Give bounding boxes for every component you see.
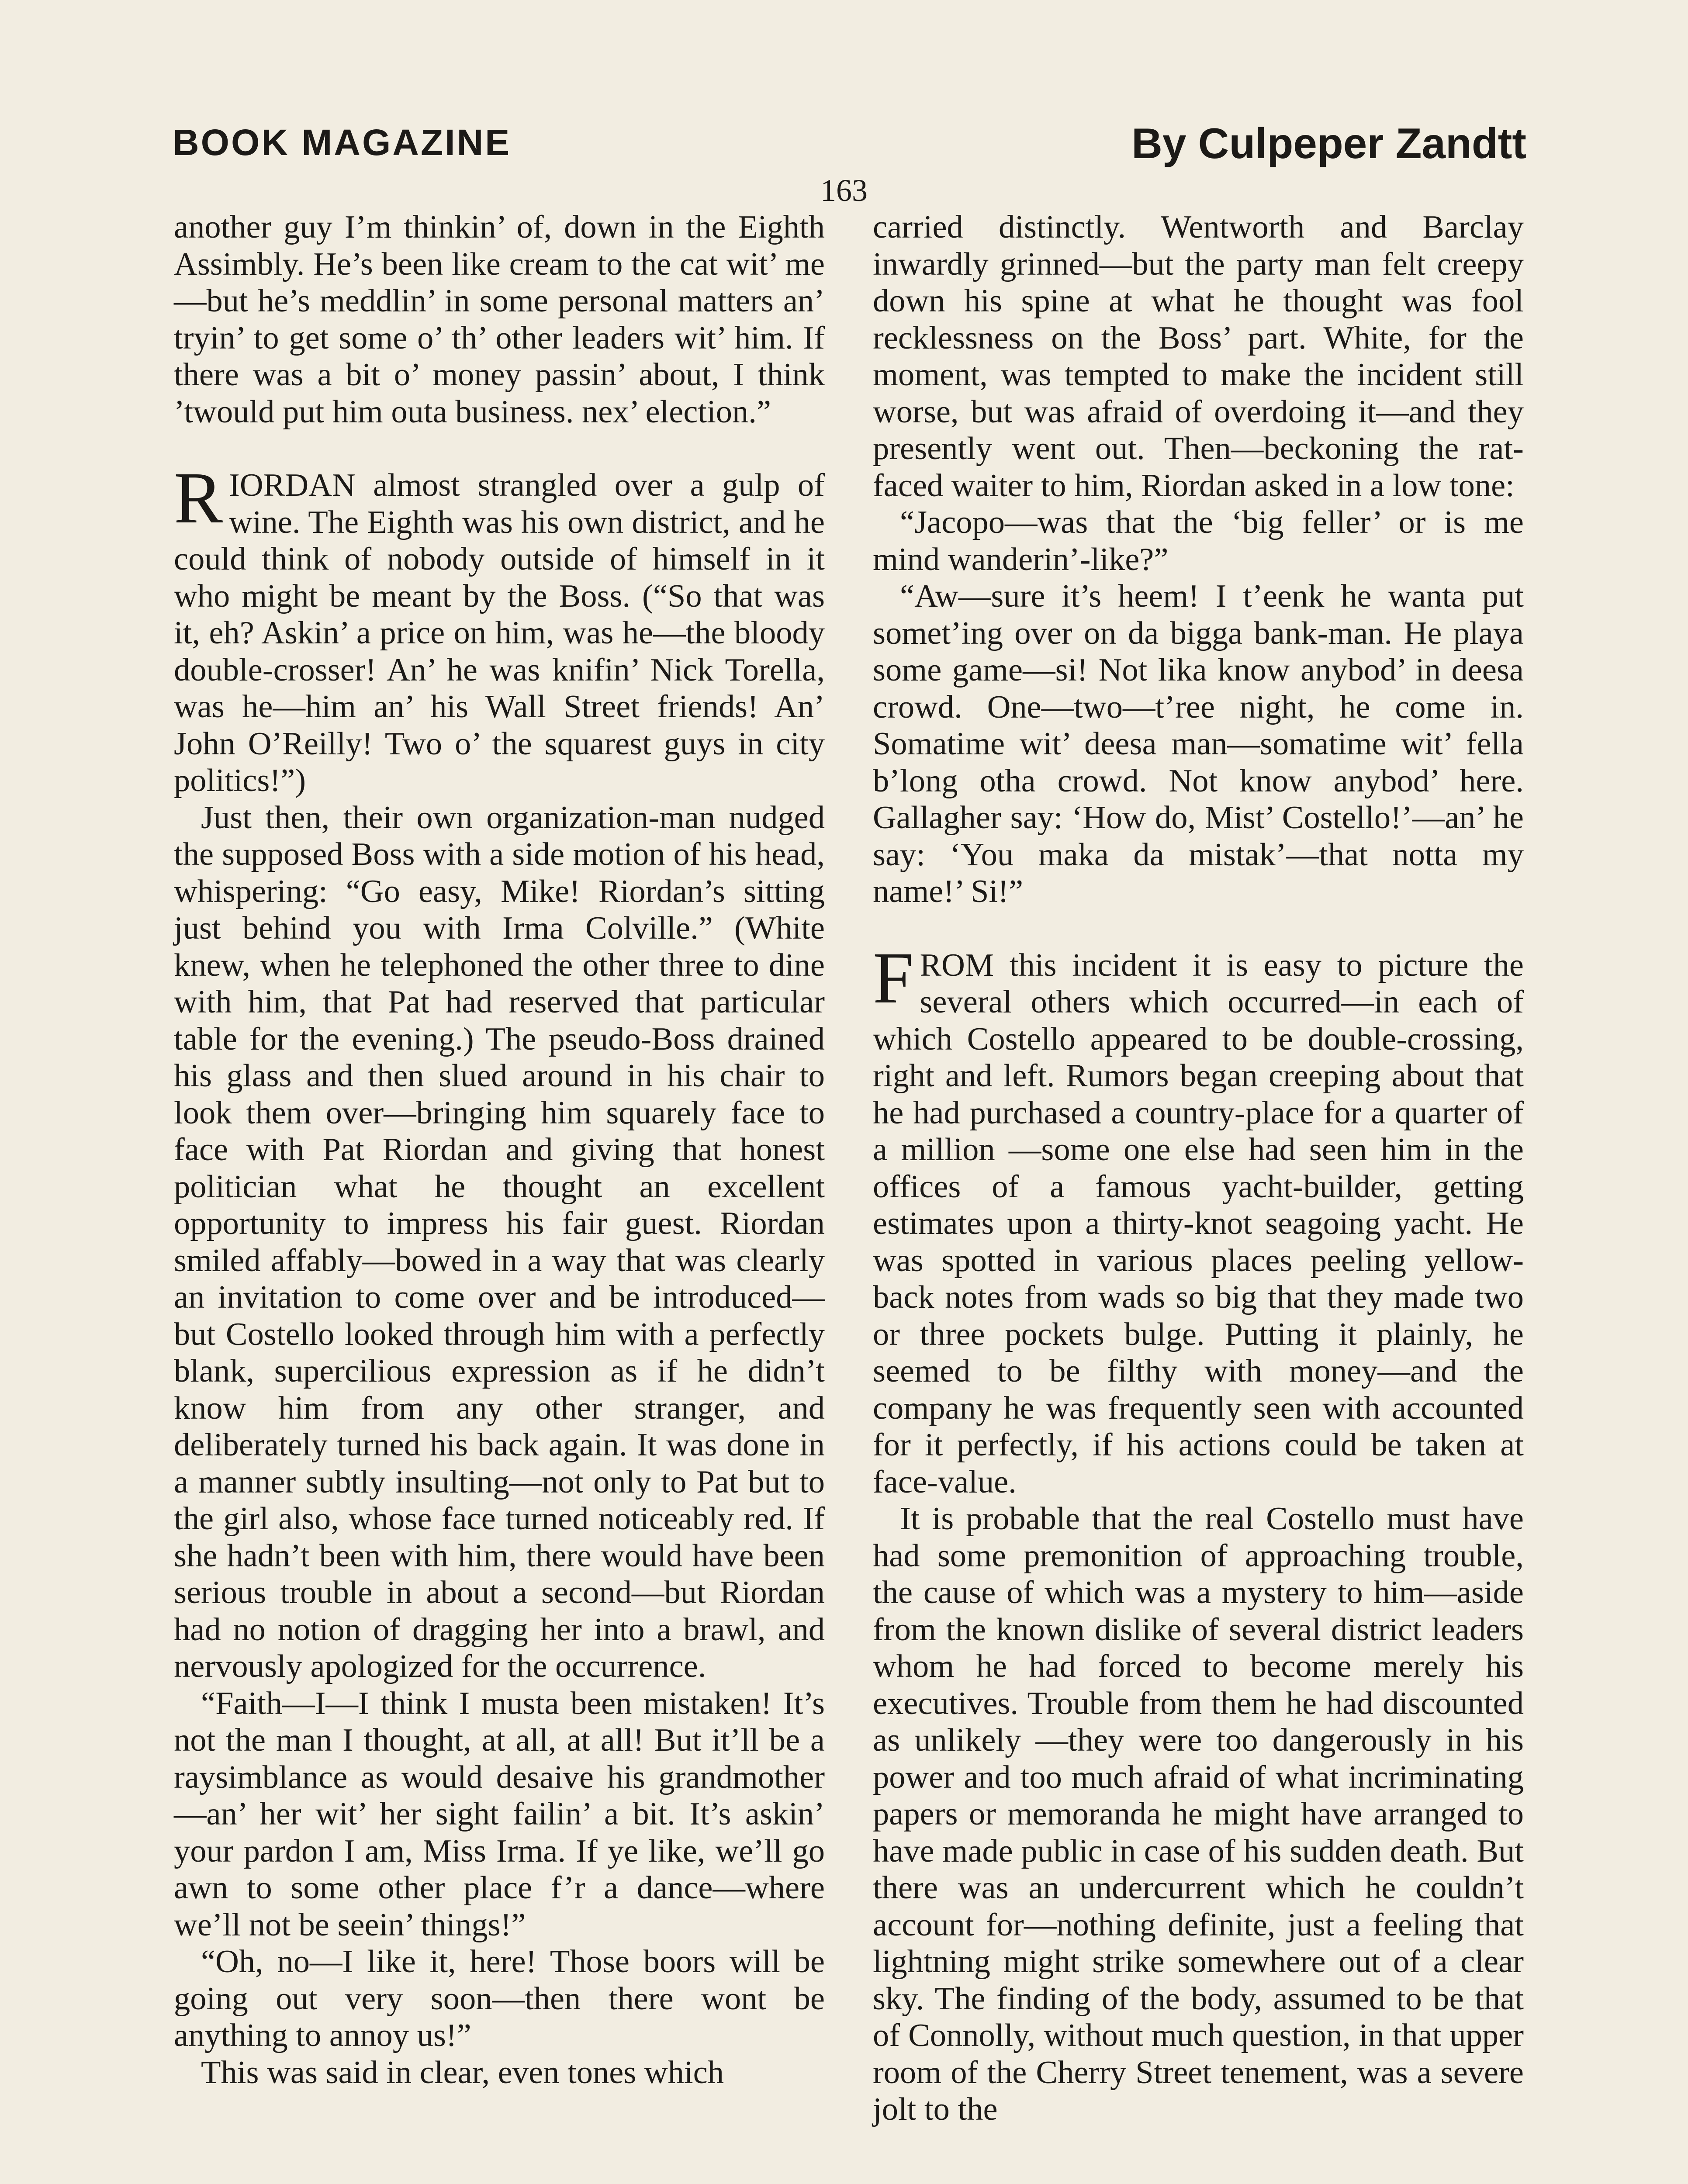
paragraph: “Oh, no—I like it, here! Those boors will be going out very soon—then there wont be anything to annoy us!” (174, 1944, 825, 2053)
drop-cap: F (873, 937, 914, 1019)
paragraph: “Aw—sure it’s heem! I t’eenk he wanta put somet’ing over on da bigga bank-man. He playa some game—si! Not lika know anybod’ in deesa crowd. One—two—t’ree night, he come in. Somatime wit’ deesa man—somatime wit’ fella b’long otha crowd. Not know anybod’ here. Gallagher say: ‘How do, Mist’ Costello!’—an’ he say: ‘You maka da mistak’—that notta my name!’ Si!” (873, 578, 1524, 909)
paragraph: “Faith—I—I think I musta been mistaken! It’s not the man I thought, at all, at all! But it’ll be a raysimblance as would desaive his grandmother—an’ her wit’ her sight failin’ a bit. It’s askin’ your pardon I am, Miss Irma. If ye like, we’ll go awn to some other place f’r a dance—where we’ll not be seein’ things!” (174, 1685, 825, 1943)
paragraph: “Jacopo—was that the ‘big feller’ or is me mind wanderin’-like?” (873, 505, 1524, 577)
right-column (873, 209, 1524, 2128)
paragraph-text: IORDAN almost strangled over a gulp of wine. The Eighth was his own district, and he could think of nobody outside of himself in it who might be meant by the Boss. (“So that was it, eh? Askin’ a price on him, was he—the bloody double-crosser! An’ he was knifin’ Nick Torella, was he—him an’ his Wall Street friends! An’ John O’Reilly! Two o’ the squarest guys in city politics!”) (174, 467, 825, 798)
paragraph-dropcap (873, 937, 1524, 1501)
paragraph: carried distinctly. Wentworth and Barclay inwardly grinned—but the party man felt creepy down his spine at what he thought was fool recklessness on the Boss’ part. White, for the moment, was tempted to make the incident still worse, but was afraid of overdoing it—and they presently went out. Then—beckoning the rat-faced waiter to him, Riordan asked in a low tone: (873, 209, 1524, 504)
paragraph: It is probable that the real Costello must have had some premonition of approaching trouble, the cause of which was a mystery to him—aside from the known dislike of several district leaders whom he had forced to become merely his executives. Trouble from them he had discounted as unlikely —they were too dangerously in his power and too much afraid of what incriminating papers or memoranda he might have arranged to have made public in case of his sudden death. But there was an undercurrent which he couldn’t account for—nothing definite, just a feeling that lightning might strike somewhere out of a clear sky. The finding of the body, assumed to be that of Connolly, without much question, in that upper room of the Cherry Street tenement, was a severe jolt to the (873, 1501, 1524, 2127)
page-number: 163 (820, 173, 868, 208)
publication-title: BOOK MAGAZINE (173, 122, 512, 163)
author-byline: By Culpeper Zandtt (1131, 119, 1526, 167)
paragraph: Just then, their own organization-man nudged the supposed Boss with a side motion of his head, whispering: “Go easy, Mike! Riordan’s sitting just behind you with Irma Colville.” (White knew, when he telephoned the other three to dine with him, that Pat had reserved that particular table for the evening.) The pseudo-Boss drained his glass and then slued around in his chair to look them over—bringing him squarely face to face with Pat Riordan and giving that honest politician what he thought an excellent opportunity to impress his fair guest. Riordan smiled affably—bowed in a way that was clearly an invitation to come over and be introduced—but Costello looked through him with a perfectly blank, supercilious expression as if he didn’t know him from any other stranger, and deliberately turned his back again. It was done in a manner subtly insulting—not only to Pat but to the girl also, whose face turned noticeably red. If she hadn’t been with him, there would have been serious trouble in about a second—but Riordan had no notion of dragging her into a brawl, and nervously apologized for the occurrence. (174, 799, 825, 1684)
paragraph: This was said in clear, even tones which (201, 2054, 724, 2091)
drop-cap: R (174, 457, 223, 539)
paragraph-dropcap (174, 457, 825, 799)
paragraph: another guy I’m thinkin’ of, down in the Eighth Assimbly. He’s been like cream to the cat wit’ me—but he’s meddlin’ in some personal matters an’ tryin’ to get some o’ th’ other leaders wit’ him. If there was a bit o’ money passin’ about, I think ’twould put him outa business. nex’ election.” (174, 209, 825, 430)
paragraph-text: ROM this incident it is easy to picture the several others which occurred—in each of which Costello appeared to be double-crossing, right and left. Rumors began creeping about that he had purchased a country-place for a quarter of a million —some one else had seen him in the offices of a famous yacht-builder, getting estimates upon a thirty-knot seagoing yacht. He was spotted in various places peeling yellow-back notes from wads so big that they made two or three pockets bulge. Putting it plainly, he seemed to be filthy with money—and the company he was frequently seen with accounted for it perfectly, if his actions could be taken at face-value. (873, 947, 1524, 1500)
left-column (174, 209, 825, 2091)
